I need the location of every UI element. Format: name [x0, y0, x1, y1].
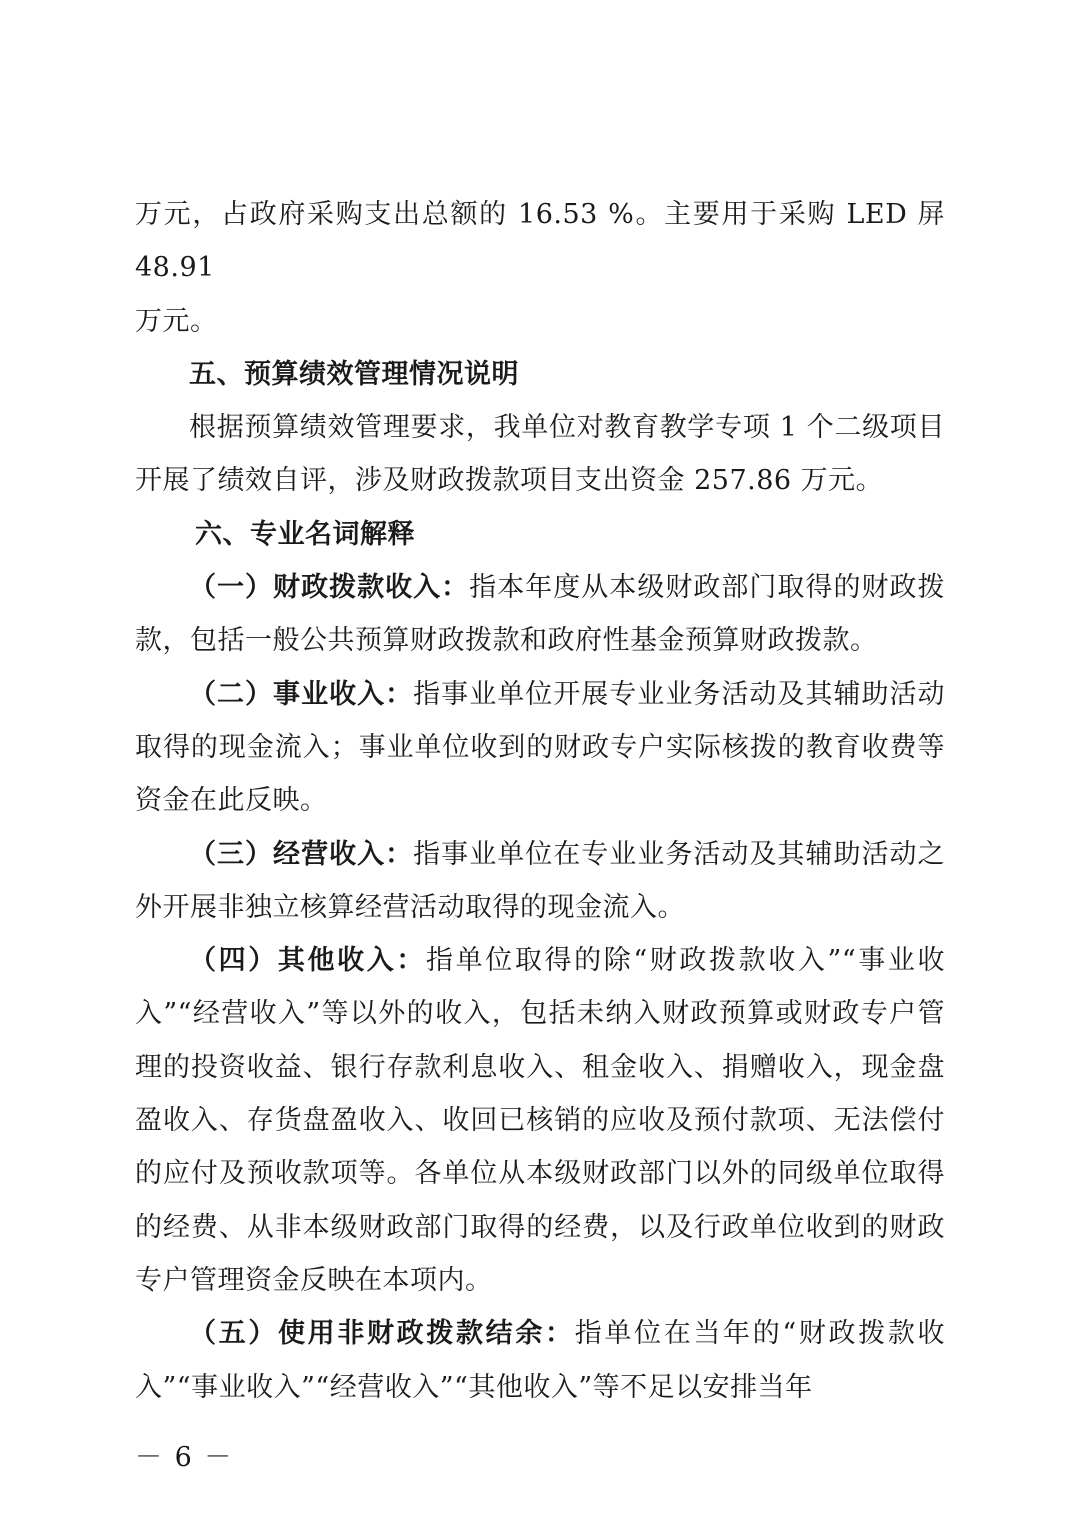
paragraph-line: 万元。	[135, 305, 218, 337]
term-label: （二）事业收入：	[189, 678, 414, 710]
term-definition-3	[135, 828, 945, 935]
term-label: （四）其他收入：	[189, 945, 426, 977]
term-label: （五）使用非财政拨款结余：	[189, 1318, 575, 1350]
term-text: 指事业单位开展专业业务活动及其辅助活动取得的现金流入；事业单位收到的财政专户实际核拨的教育收费等资金在此反映。	[135, 678, 946, 817]
term-text: 指单位在当年的“财政拨款收入”“事业收入”“经营收入”“其他收入”等不足以安排当年	[135, 1318, 946, 1403]
term-text: 指事业单位在专业业务活动及其辅助活动之外开展非独立核算经营活动取得的现金流入。	[135, 838, 946, 923]
section-heading-5: 五、预算绩效管理情况说明	[189, 358, 519, 390]
term-label: （三）经营收入：	[189, 838, 414, 870]
page-number: － 6 －	[135, 1442, 234, 1473]
term-text: 指单位取得的除“财政拨款收入”“事业收入”“经营收入”等以外的收入，包括未纳入财政预算或财政专户管理的投资收益、银行存款利息收入、租金收入、捐赠收入，现金盘盈收入、存货盘盈收入、收回已核销的应收及预付款项、无法偿付的应付及预收款项等。各单位从本级财政部门以外的同级单位取得的经费、从非本级财政部门取得的经费，以及行政单位收到的财政专户管理资金反映在本项内。	[135, 945, 946, 1296]
term-label: （一）财政拨款收入：	[189, 572, 470, 604]
term-definition-4	[135, 934, 945, 1307]
document-body	[135, 188, 945, 1414]
term-definition-1	[135, 561, 945, 668]
term-text: 指本年度从本级财政部门取得的财政拨款，包括一般公共预算财政拨款和政府性基金预算财政拨款。	[135, 572, 946, 657]
paragraph-line: 万元，占政府采购支出总额的 16.53 %。主要用于采购 LED 屏 48.91	[135, 199, 945, 284]
term-definition-2	[135, 668, 945, 828]
term-definition-5	[135, 1307, 945, 1414]
paragraph-performance: 根据预算绩效管理要求，我单位对教育教学专项 1 个二级项目开展了绩效自评，涉及财政拨款项目支出资金 257.86 万元。	[135, 412, 945, 497]
section-heading-6: 六、专业名词解释	[195, 518, 415, 550]
paragraph-procurement	[135, 188, 945, 348]
